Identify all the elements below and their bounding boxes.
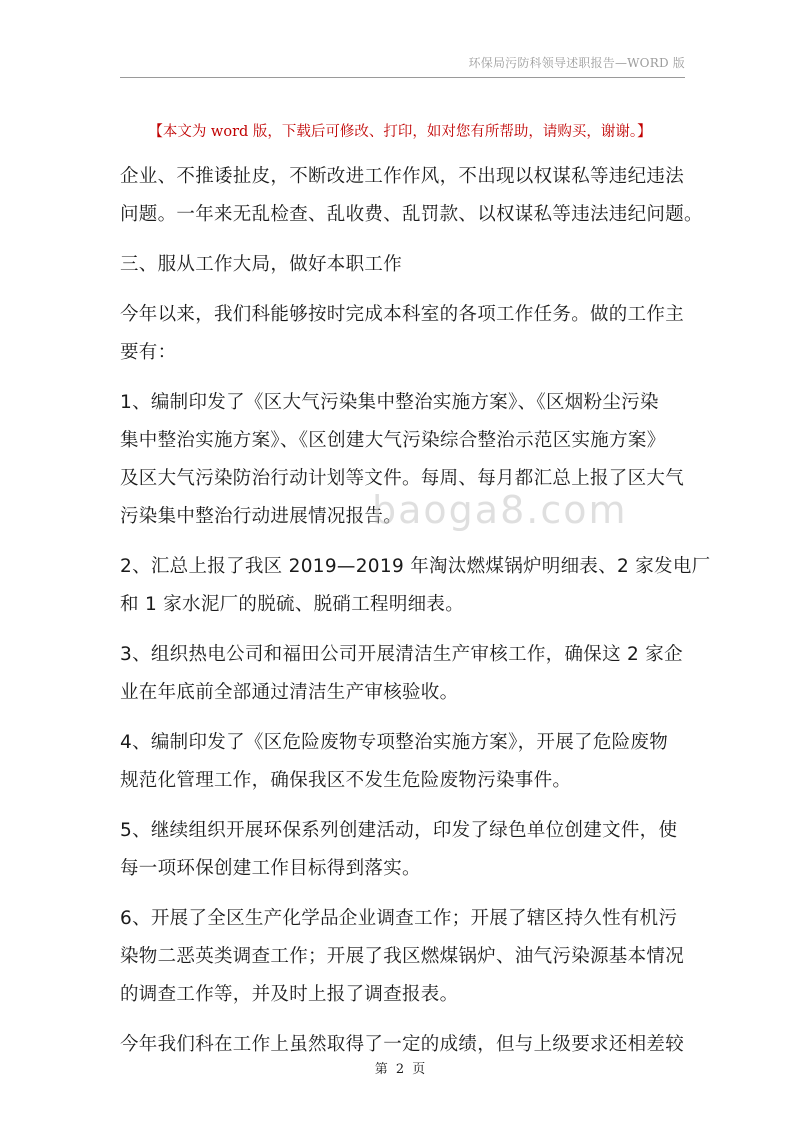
paragraph [120,158,703,234]
list-item [120,724,690,800]
text-line: 染物二恶英类调查工作；开展了我区燃煤锅炉、油气污染源基本情况 [120,946,685,967]
text-line: 污染集中整治行动进展情况报告。 [120,506,403,527]
text-line: 的调查工作等，并及时上报了调查报表。 [120,984,459,1005]
text-line: 1、编制印发了《区大气污染集中整治实施方案》、《区烟粉尘污染 [120,392,659,413]
section-heading [120,246,690,284]
text-line: 4、编制印发了《区危险废物专项整治实施方案》，开展了危险废物 [120,732,669,753]
list-item [120,900,690,1014]
document-title: 环保局污防科领导述职报告—WORD 版 [468,56,685,70]
text-line: 5、继续组织开展环保系列创建活动，印发了绿色单位创建文件，使 [120,820,678,841]
text-line: 6、开展了全区生产化学品企业调查工作；开展了辖区持久性有机污 [120,908,678,929]
text-line: 及区大气污染防治行动计划等文件。每周、每月都汇总上报了区大气 [120,468,685,489]
list-item [120,812,690,888]
list-item [120,384,690,536]
text-line: 三、服从工作大局，做好本职工作 [120,254,403,275]
paragraph [120,296,690,372]
list-item [120,636,690,712]
text-line: 业在年底前全部通过清洁生产审核验收。 [120,682,459,703]
page-prefix: 第 [374,1062,388,1077]
text-line: 和 1 家水泥厂的脱硫、脱硝工程明细表。 [120,594,465,615]
text-line: 今年我们科在工作上虽然取得了一定的成绩，但与上级要求还相差较 [120,1034,685,1055]
text-line: 2、汇总上报了我区 2019—2019 年淘汰燃煤锅炉明细表、2 家发电厂 [120,556,711,577]
purchase-notice: 【本文为 word 版，下载后可修改、打印，如对您有所帮助，请购买，谢谢。】 [148,124,652,140]
text-line: 规范化管理工作，确保我区不发生危险废物污染事件。 [120,770,572,791]
list-item [120,548,711,624]
text-line: 要有： [120,342,177,363]
text-line: 每一项环保创建工作目标得到落实。 [120,858,421,879]
text-line: 企业、不推诿扯皮，不断改进工作作风，不出现以权谋私等违纪违法 [120,166,685,187]
text-line: 集中整治实施方案》、《区创建大气污染综合整治示范区实施方案》 [120,430,666,451]
text-line: 今年以来，我们科能够按时完成本科室的各项工作任务。做的工作主 [120,304,685,325]
text-line: 问题。一年来无乱检查、乱收费、乱罚款、以权谋私等违法违纪问题。 [120,204,703,225]
page-suffix: 页 [412,1062,426,1077]
page-number: 2 [395,1062,405,1077]
page-footer [0,1058,800,1077]
document-body [120,158,711,1064]
page-header [120,50,685,78]
text-line: 3、组织热电公司和福田公司开展清洁生产审核工作，确保这 2 家企 [120,644,683,665]
watermark: baoga8.com [372,488,628,532]
